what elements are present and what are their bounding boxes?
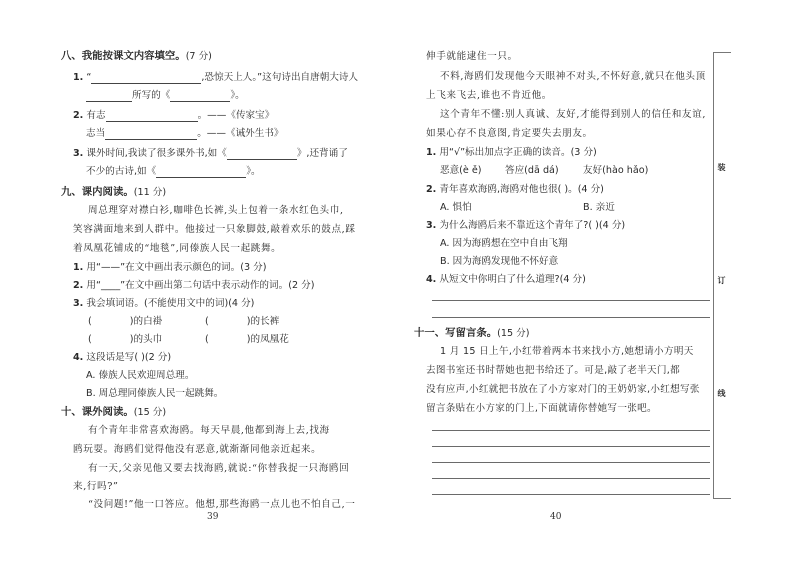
question-number: 3. — [73, 148, 84, 159]
question-text: 。——《传家宝》 — [197, 110, 275, 121]
question-number: 3. — [73, 298, 84, 309]
question-number: 2. — [426, 184, 437, 195]
question-text: 所写的《 — [132, 90, 171, 101]
q8-1-line2 — [86, 90, 245, 102]
paren-open: ( — [205, 334, 209, 345]
question-text: 志当 — [86, 128, 106, 139]
section-score: (15 分) — [133, 407, 167, 418]
item-text: )的长裤 — [246, 316, 280, 327]
passage-10-line: 来,行吗?” — [73, 481, 119, 492]
question-text: 课外时间,我读了很多课外书,如《 — [86, 148, 227, 159]
section-heading: 九、课内阅读。 — [61, 186, 134, 198]
passage-9-line: 笑容满面地来到人群中。他接过一只象脚鼓,敲着欢乐的鼓点,踩 — [73, 224, 356, 235]
question-number: 3. — [426, 220, 437, 231]
section-heading: 十、课外阅读。 — [61, 406, 134, 418]
question-number: 4. — [426, 274, 437, 285]
fill-blank[interactable] — [86, 91, 132, 102]
q9-3-item[interactable] — [205, 316, 279, 328]
section-score: (7 分) — [185, 51, 212, 62]
q10-1 — [426, 147, 597, 159]
section-score: (15 分) — [497, 328, 530, 339]
question-text: 为什么海鸥后来不靠近这个青年了?( )(4 分) — [439, 220, 626, 231]
q8-1-line1 — [73, 72, 358, 84]
answer-line[interactable] — [432, 462, 710, 463]
q10-1-option[interactable]: 友好(hào hǎo) — [583, 165, 649, 176]
q10-3-option-b[interactable]: B. 因为海鸥发现他不怀好意 — [440, 256, 559, 267]
question-number: 1. — [73, 262, 84, 273]
question-text: 这段话是写( )(2 分) — [86, 352, 172, 363]
passage-10-cont-line: 这个青年不懂:别人真诚、友好,才能得到别人的信任和友谊, — [440, 109, 706, 120]
passage-11-line: 留言条贴在小方家的门上,下面就请你替她写一张吧。 — [426, 403, 657, 414]
answer-line[interactable] — [432, 317, 710, 318]
fill-blank[interactable] — [91, 73, 201, 84]
question-number: 2. — [73, 110, 84, 121]
q8-2-line2 — [86, 128, 284, 140]
passage-10-cont-line: 伸手就能逮住一只。 — [426, 51, 518, 62]
question-text: 。——《诫外生书》 — [197, 128, 284, 139]
binding-label: 装 — [717, 163, 726, 172]
question-number: 2. — [73, 280, 84, 291]
question-text: 从短文中你明白了什么道理?(4 分) — [439, 274, 586, 285]
answer-line[interactable] — [432, 494, 710, 495]
question-text: 》。 — [246, 166, 261, 177]
section-heading: 十一、写留言条。 — [414, 327, 498, 339]
question-number: 4. — [73, 352, 84, 363]
q10-2-option-a[interactable]: A. 惧怕 — [440, 202, 472, 213]
passage-10-cont-line: 上飞来飞去,谁也不肯近他。 — [426, 90, 552, 101]
question-text: 我会填词语。(不能使用文中的词)(4 分) — [86, 298, 255, 309]
answer-line[interactable] — [432, 430, 710, 431]
question-number: 1. — [73, 72, 84, 83]
binding-label: 线 — [717, 389, 726, 398]
question-text: 青年喜欢海鸥,海鸥对他也很( )。(4 分) — [439, 184, 604, 195]
q9-2 — [73, 280, 314, 292]
q10-3-option-a[interactable]: A. 因为海鸥想在空中自由飞翔 — [440, 238, 568, 249]
section-11-title — [414, 327, 529, 340]
paren-open: ( — [205, 316, 209, 327]
page-number: 40 — [550, 512, 562, 522]
answer-line[interactable] — [432, 446, 710, 447]
question-text: “ — [86, 72, 92, 83]
question-text: 不少的古诗,如《 — [86, 166, 157, 177]
paren-open: ( — [88, 316, 92, 327]
passage-9-line: 周总理穿对襟白衫,咖啡色长裤,头上包着一条水红色头巾, — [88, 205, 344, 216]
question-text: 有志 — [86, 110, 106, 121]
q9-3-item[interactable] — [205, 334, 289, 346]
q10-1-option[interactable]: 恶意(è ě) — [440, 165, 482, 176]
q9-3 — [73, 298, 254, 310]
fill-blank[interactable] — [170, 91, 230, 102]
question-number: 1. — [426, 147, 437, 158]
q8-3-line2 — [86, 166, 261, 178]
item-text: )的白褂 — [129, 316, 163, 327]
item-text: )的头巾 — [129, 334, 163, 345]
passage-11-line: 1 月 15 日上午,小红带着两本书来找小方,她想请小方明天 — [440, 346, 694, 357]
q10-2 — [426, 184, 604, 196]
fill-blank[interactable] — [106, 111, 198, 122]
passage-9-line: 着凤凰花铺成的“地毯”,同傣族人民一起跳舞。 — [73, 243, 282, 254]
question-text: 》,还背诵了 — [296, 148, 348, 159]
passage-11-line: 没有应声,小红就把书放在了小方家对门的王奶奶家,小红想写张 — [426, 384, 700, 395]
section-8-title — [61, 50, 212, 63]
question-text: 用“____”在文中画出第二句话中表示动作的词。(2 分) — [86, 280, 315, 291]
question-text: 用“√”标出加点字正确的读音。(3 分) — [439, 147, 597, 158]
q10-2-option-b[interactable]: B. 亲近 — [583, 202, 615, 213]
right-page — [400, 0, 800, 574]
question-text: ,恐惊天上人。”这句诗出自唐朝大诗人 — [201, 72, 359, 83]
q9-3-item[interactable] — [88, 334, 162, 346]
q9-1 — [73, 262, 266, 274]
section-10-title — [61, 406, 166, 419]
q8-3-line1 — [73, 148, 348, 160]
q10-3 — [426, 220, 625, 232]
question-text: 用“——”在文中画出表示颜色的词。(3 分) — [86, 262, 267, 273]
answer-line[interactable] — [432, 478, 710, 479]
q9-4-option-a[interactable]: A. 傣族人民欢迎周总理。 — [86, 370, 195, 381]
fill-blank[interactable] — [105, 129, 197, 140]
section-9-title — [61, 186, 166, 199]
passage-11-line: 去图书室还书时帮她也把书给还了。可是,敲了老半天门,都 — [426, 365, 681, 376]
question-text: 》。 — [230, 90, 245, 101]
binding-label: 订 — [717, 276, 726, 285]
q8-2-line1 — [73, 110, 274, 122]
section-score: (11 分) — [133, 187, 167, 198]
q10-4 — [426, 274, 586, 286]
q9-3-item[interactable] — [88, 316, 162, 328]
item-text: )的凤凰花 — [246, 334, 289, 345]
q10-1-option[interactable]: 答应(dā dá) — [505, 165, 559, 176]
page-number: 39 — [207, 512, 219, 522]
fill-blank[interactable] — [227, 149, 297, 160]
q9-4-option-b[interactable]: B. 周总理同傣族人民一起跳舞。 — [86, 388, 224, 399]
passage-10-line: 有个青年非常喜欢海鸥。每天早晨,他都到海上去,找海 — [88, 425, 330, 436]
passage-10-cont-line: 如果心存不良意图,肯定要失去朋友。 — [426, 128, 593, 139]
answer-line[interactable] — [432, 300, 710, 301]
passage-10-line: 鸥玩耍。海鸥们觉得他没有恶意,就渐渐同他亲近起来。 — [73, 444, 322, 455]
passage-10-cont-line: 不料,海鸥们发现他今天眼神不对头,不怀好意,就只在他头顶 — [440, 71, 706, 82]
passage-10-line: 有一天,父亲见他又要去找海鸥,就说:“你替我捉一只海鸥回 — [88, 463, 350, 474]
passage-10-line: “没问题!”他一口答应。他想,那些海鸥一点儿也不怕自己,一 — [88, 499, 356, 510]
paren-open: ( — [88, 334, 92, 345]
q9-4 — [73, 352, 171, 364]
fill-blank[interactable] — [156, 167, 246, 178]
section-heading: 八、我能按课文内容填空。 — [61, 50, 186, 62]
